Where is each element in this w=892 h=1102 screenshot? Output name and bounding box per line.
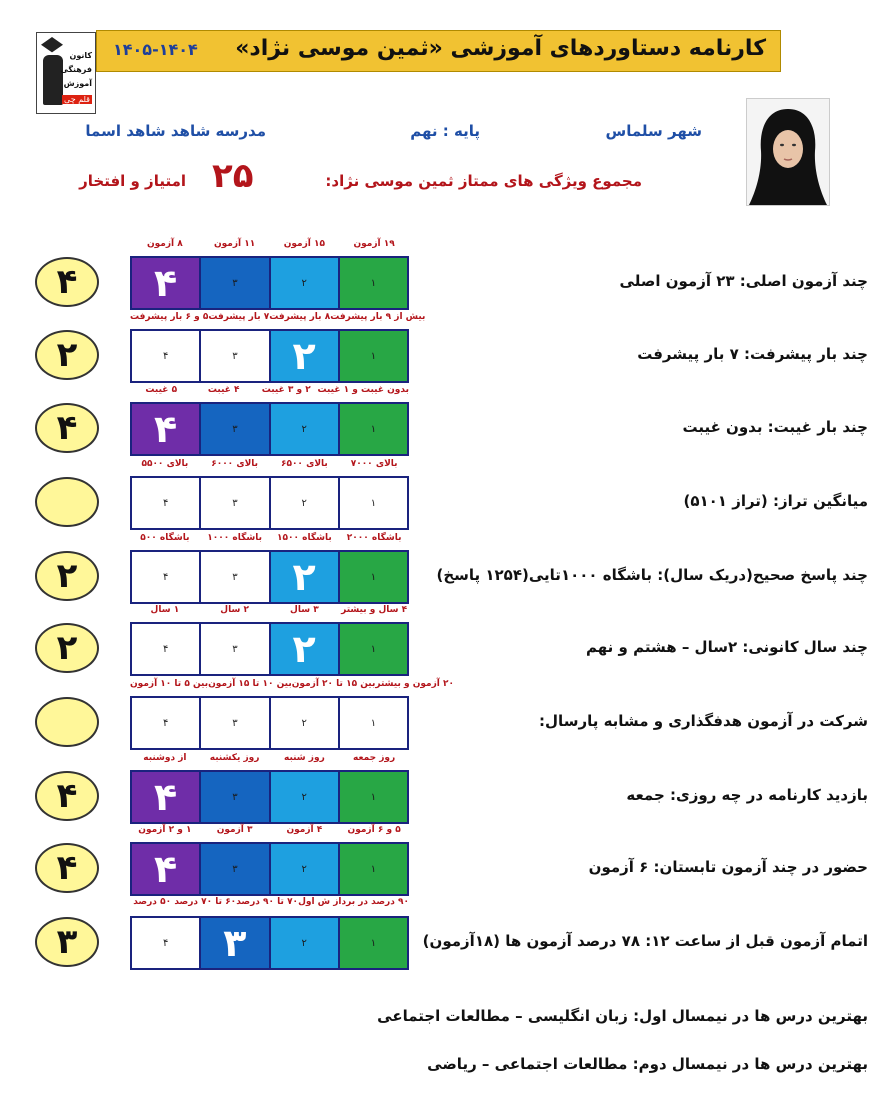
level-cell: ۱ (338, 258, 407, 308)
row-caption: ۲ سال (220, 605, 249, 615)
row-captions (130, 533, 409, 543)
row-caption: ۹۰ درصد در برداز ش اول (298, 897, 409, 907)
level-cell: ۴ (162, 571, 169, 583)
row-caption: باشگاه ۲۰۰۰ (346, 533, 402, 543)
row-caption: ۴ آزمون (286, 825, 323, 835)
row-question: میانگین تراز: (تراز ۵۱۰۱) (683, 492, 868, 510)
row-caption: ۱ سال (150, 605, 180, 615)
row-level-bar (130, 842, 409, 896)
level-cell: ۱ (338, 918, 407, 968)
level-cell: ۱ (338, 331, 407, 381)
row-caption: ۷۰ تا ۹۰ درصد (236, 897, 299, 907)
score-circle: ۲ (35, 330, 99, 380)
row-caption: ۱ و ۲ آزمون (138, 825, 192, 835)
row-question: چند بار پیشرفت: ۷ بار پیشرفت (637, 345, 868, 363)
row-captions (130, 605, 409, 615)
row-caption: بالای ۷۰۰۰ (350, 459, 398, 469)
total-unit: امتیاز و افتخار (79, 172, 186, 190)
row-caption: بیش از ۹ بار پیشرفت (330, 312, 426, 322)
row-caption: بدون غیبت و ۱ غیبت (317, 385, 409, 395)
level-cell: ۲ (269, 772, 338, 822)
row-caption: بالای ۶۵۰۰ (280, 459, 328, 469)
row-level-bar (130, 916, 409, 970)
level-cell: ۳ (199, 478, 268, 528)
row-caption: از دوشنبه (143, 753, 187, 763)
row-caption: ۵ و ۶ بار پیشرفت (130, 312, 209, 322)
row-question: بازدید کارنامه در چه روزی: جمعه (626, 786, 868, 804)
row-question: چند آزمون اصلی: ۲۳ آزمون اصلی (619, 272, 868, 290)
level-cell: ۲ (269, 258, 338, 308)
level-cell: ۳ (199, 698, 268, 748)
level-cell: ۱ (338, 698, 407, 748)
row-caption: ۵ و ۶ آزمون (347, 825, 401, 835)
logo-line-2: فرهنگی (60, 65, 92, 74)
title-bar (96, 30, 781, 72)
score-circle: ۴ (35, 403, 99, 453)
level-cell: ۱ (338, 478, 407, 528)
row-caption: باشگاه ۱۰۰۰ (207, 533, 262, 543)
level-cell: ۳ (199, 624, 268, 674)
student-grade: پایه : نهم (410, 122, 480, 140)
level-cell-achieved: ۴ (132, 772, 199, 822)
level-cell-achieved: ۴ (132, 404, 199, 454)
level-cell-achieved: ۴ (132, 258, 199, 308)
student-portrait-icon (747, 99, 829, 205)
row-level-bar (130, 770, 409, 824)
row-question: اتمام آزمون قبل از ساعت ۱۲: ۷۸ درصد آزمون ها (۱۸آزمون) (422, 932, 868, 950)
row-captions (130, 312, 426, 322)
row-caption: بالای ۶۰۰۰ (211, 459, 259, 469)
level-cell: ۴ (162, 717, 169, 729)
row-caption: روز شنبه (284, 753, 325, 763)
row-question: شرکت در آزمون هدفگذاری و مشابه پارسال: (539, 712, 868, 730)
level-cell: ۲ (269, 844, 338, 894)
row-caption: ۸ بار پیشرفت (269, 312, 331, 322)
level-cell: ۴ (162, 937, 169, 949)
row-captions (130, 825, 409, 835)
score-circle: ۳ (35, 917, 99, 967)
level-cell: ۴ (162, 497, 169, 509)
logo-line-3: آموزش (63, 79, 92, 88)
row-captions (130, 385, 409, 395)
level-cell: ۱ (338, 772, 407, 822)
row-caption: ۸ آزمون (146, 239, 183, 249)
level-cell: ۴ (162, 350, 169, 362)
row-captions (130, 459, 409, 469)
row-caption: ۴ غیبت (207, 385, 240, 395)
row-caption: ۳ آزمون (216, 825, 253, 835)
score-circle: ۴ (35, 843, 99, 893)
row-caption: ۱۱ آزمون (213, 239, 256, 249)
row-caption: بین ۱۰ تا ۱۵ آزمون (208, 679, 292, 689)
row-caption: ۴ سال و بیشتر (341, 605, 408, 615)
row-captions (130, 239, 409, 249)
row-caption: ۷ بار پیشرفت (208, 312, 270, 322)
level-cell-achieved: ۲ (269, 552, 338, 602)
row-caption: بین ۱۵ تا ۲۰ آزمون (291, 679, 376, 689)
level-cell: ۱ (338, 404, 407, 454)
level-cell-achieved: ۲ (269, 331, 338, 381)
row-level-bar (130, 402, 409, 456)
row-level-bar (130, 476, 409, 530)
logo-line-1: کانون (69, 51, 92, 60)
row-caption: بین ۵ تا ۱۰ آزمون (130, 679, 209, 689)
total-label: مجموع ویژگی های ممتاز ثمین موسی نژاد: (325, 172, 642, 190)
score-circle: ۴ (35, 771, 99, 821)
student-photo (746, 98, 830, 206)
row-caption: ۱۵ آزمون (283, 239, 326, 249)
level-cell: ۲ (269, 918, 338, 968)
level-cell: ۳ (199, 552, 268, 602)
best-subjects-second-term: بهترین درس ها در نیمسال دوم: مطالعات اجتماعی – ریاضی (427, 1055, 868, 1073)
academic-years: ۱۴۰۵-۱۴۰۴ (113, 40, 198, 59)
row-caption: ۵ غیبت (145, 385, 178, 395)
level-cell: ۳ (199, 772, 268, 822)
page-title: کارنامه دستاوردهای آموزشی «ثمین موسی نژاد» (235, 36, 766, 61)
total-value: ۲۵ (212, 156, 254, 196)
row-caption: ۲ و ۳ غیبت (261, 385, 311, 395)
row-caption: بالای ۵۵۰۰ (141, 459, 189, 469)
student-city: شهر سلماس (605, 122, 702, 140)
level-cell: ۲ (269, 404, 338, 454)
row-level-bar (130, 696, 409, 750)
row-captions (130, 753, 409, 763)
level-cell: ۲ (269, 698, 338, 748)
score-circle: ۴ (35, 257, 99, 307)
level-cell: ۳ (199, 844, 268, 894)
level-cell: ۱ (338, 844, 407, 894)
row-question: چند بار غیبت: بدون غیبت (682, 418, 868, 436)
row-captions (130, 897, 409, 907)
row-caption: باشگاه ۱۵۰۰ (277, 533, 332, 543)
score-circle (35, 697, 99, 747)
score-circle: ۲ (35, 551, 99, 601)
level-cell-achieved: ۲ (269, 624, 338, 674)
row-level-bar (130, 256, 409, 310)
row-level-bar (130, 550, 409, 604)
row-caption: ۳ سال (290, 605, 319, 615)
student-school: مدرسه شاهد شاهد اسما (85, 122, 266, 140)
score-circle (35, 477, 99, 527)
row-captions (130, 679, 455, 689)
row-caption: ۱۹ آزمون (353, 239, 395, 249)
level-cell: ۱ (338, 624, 407, 674)
best-subjects-first-term: بهترین درس ها در نیمسال اول: زبان انگلیسی – مطالعات اجتماعی (377, 1007, 868, 1025)
row-question: حضور در چند آزمون تابستان: ۶ آزمون (588, 858, 868, 876)
level-cell-achieved: ۳ (199, 918, 268, 968)
row-caption: باشگاه ۵۰۰ (140, 533, 190, 543)
row-question: چند پاسخ صحیح(دریک سال): باشگاه ۱۰۰۰تایی(۱۲۵۴ پاسخ) (436, 566, 868, 584)
level-cell: ۳ (199, 404, 268, 454)
row-caption: ۵۰ درصد (133, 897, 172, 907)
level-cell: ۴ (162, 643, 169, 655)
graduate-figure-icon (43, 55, 63, 105)
level-cell: ۲ (269, 478, 338, 528)
row-level-bar (130, 329, 409, 383)
row-caption: ۶۰ تا ۷۰ درصد (174, 897, 237, 907)
level-cell: ۱ (338, 552, 407, 602)
level-cell: ۳ (199, 331, 268, 381)
row-question: چند سال کانونی: ۲سال – هشتم و نهم (586, 638, 868, 656)
level-cell: ۳ (199, 258, 268, 308)
level-cell-achieved: ۴ (132, 844, 199, 894)
row-level-bar (130, 622, 409, 676)
score-circle: ۲ (35, 623, 99, 673)
row-caption: روز جمعه (353, 753, 396, 763)
row-caption: روز یکشنبه (209, 753, 260, 763)
kanoon-logo (36, 32, 96, 114)
row-caption: ۲۰ آزمون و بیشتر (375, 679, 455, 689)
logo-red-label: قلم چی (64, 95, 90, 104)
